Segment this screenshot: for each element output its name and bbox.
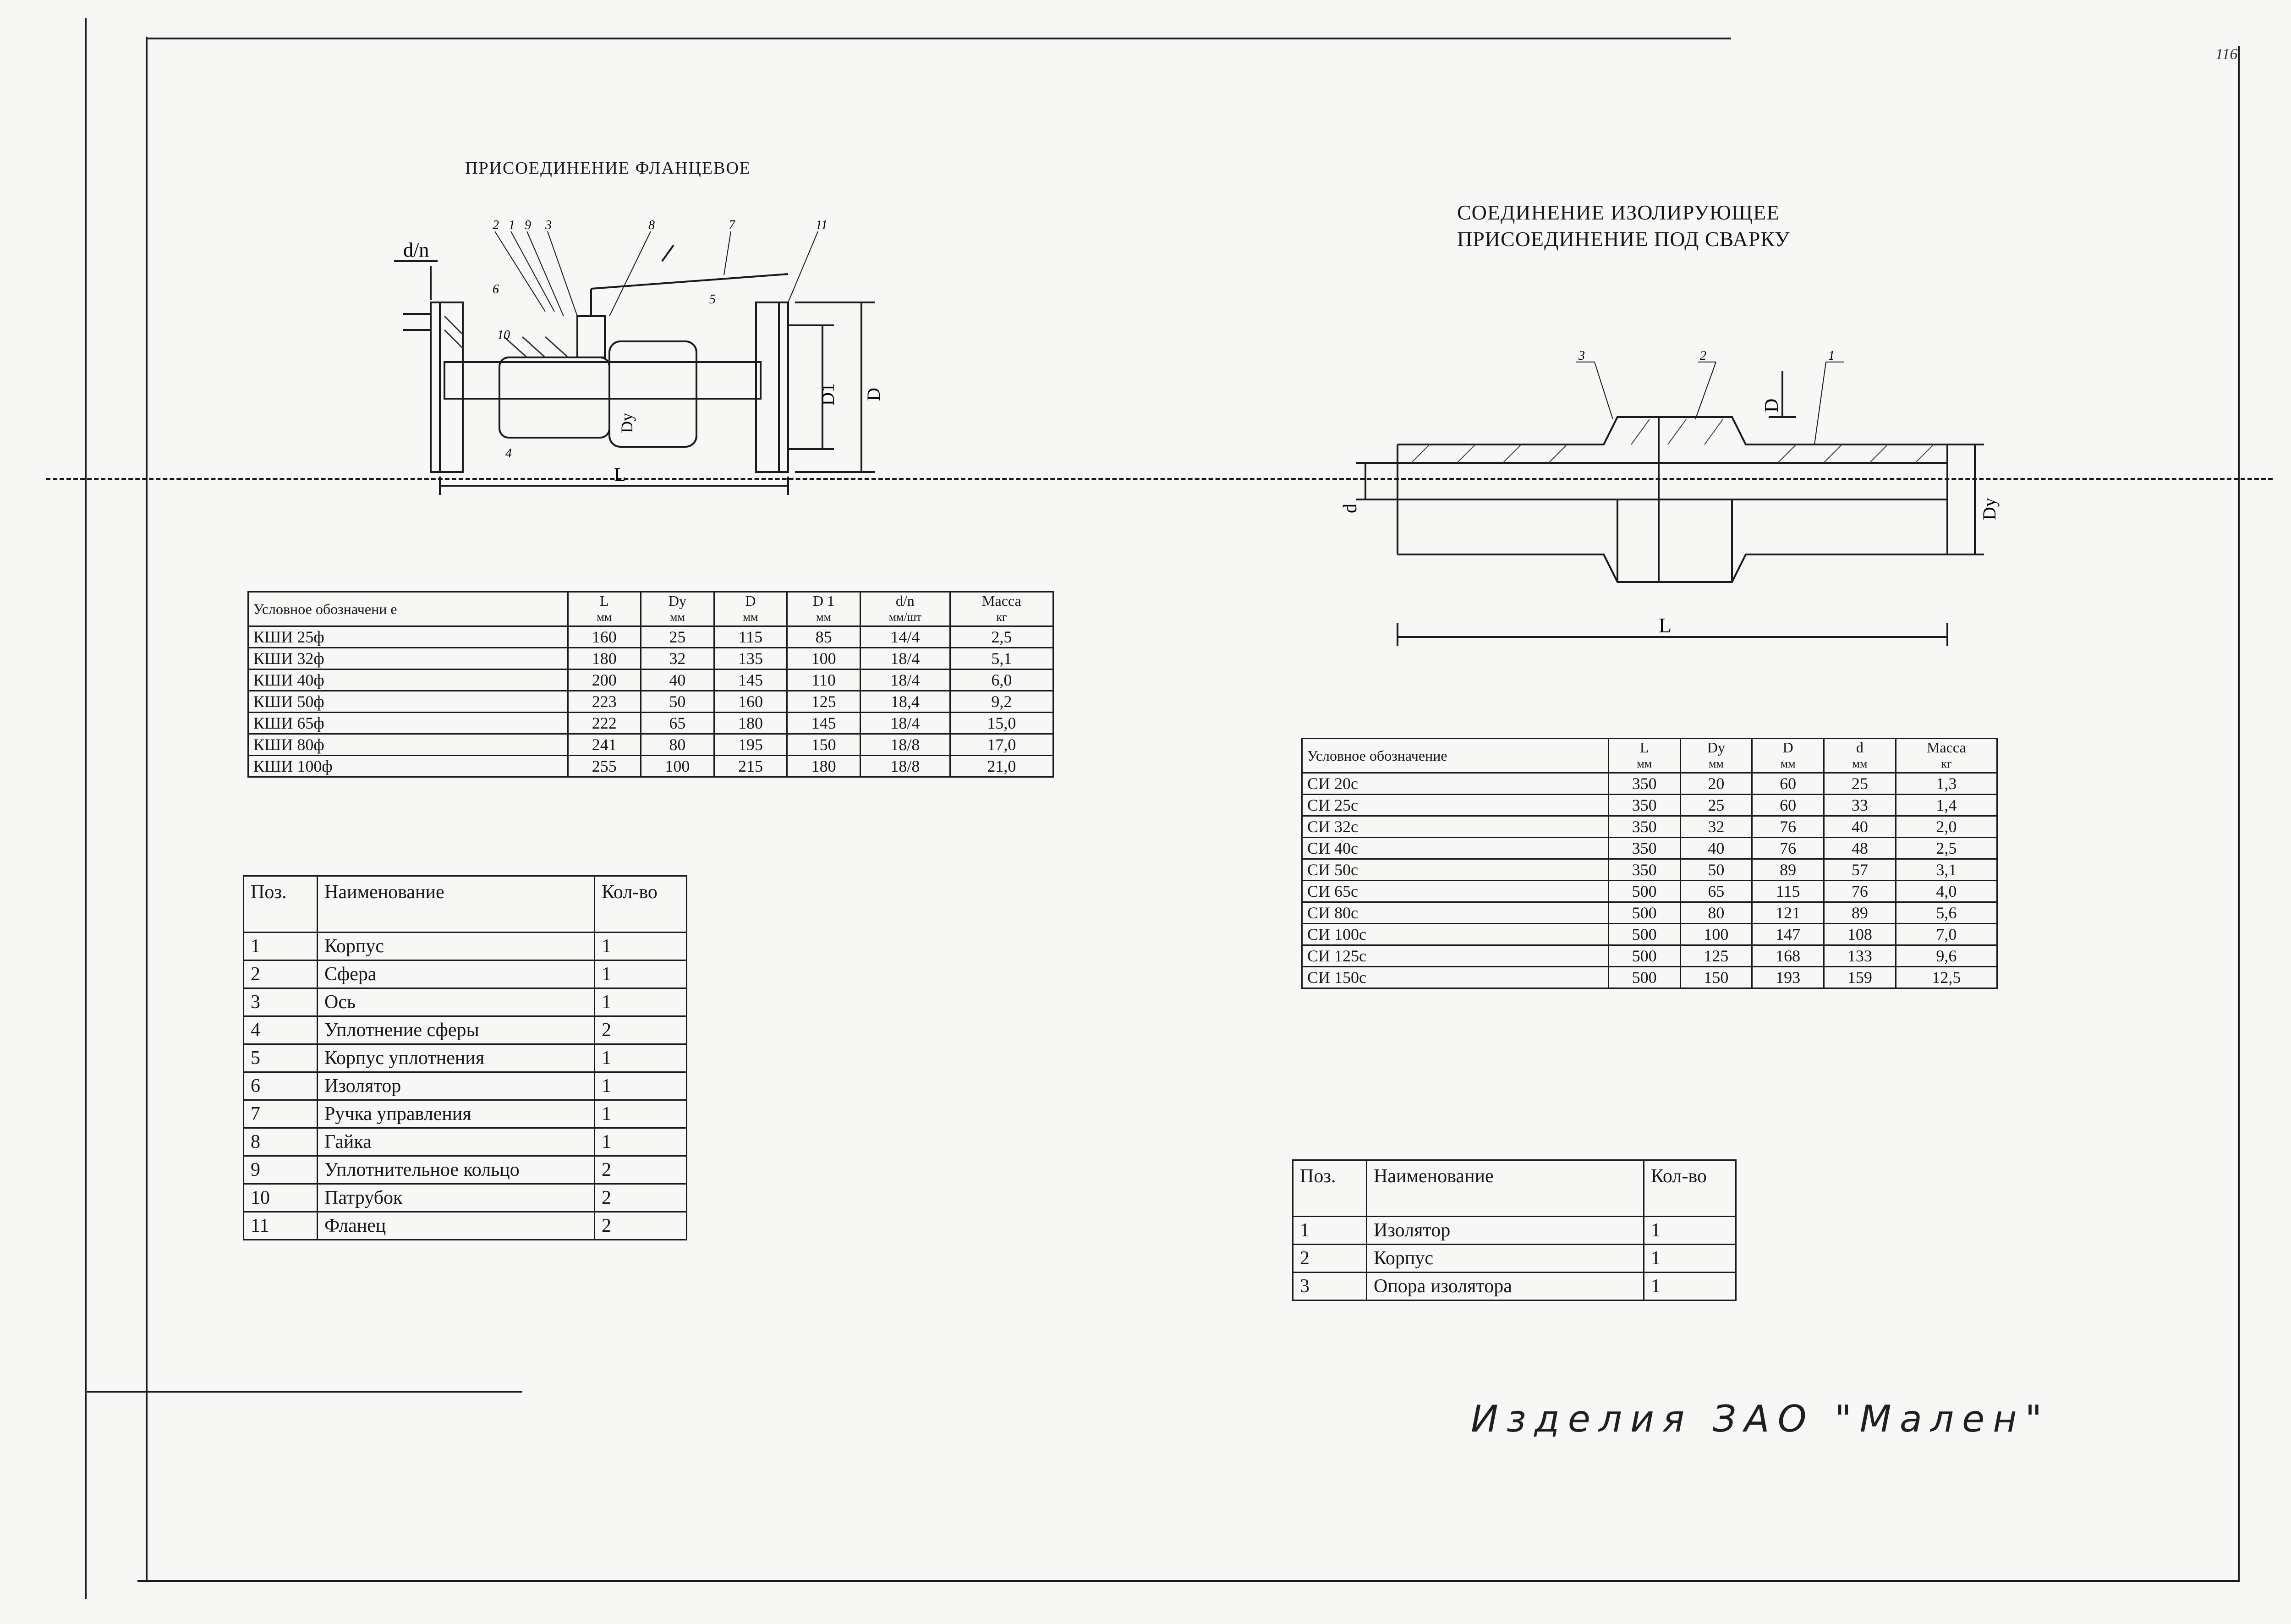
flange-title: ПРИСОЕДИНЕНИЕ ФЛАНЦЕВОЕ bbox=[465, 159, 751, 178]
table-cell: 1 bbox=[1644, 1273, 1736, 1300]
table-cell: 223 bbox=[568, 691, 641, 713]
table-cell: 147 bbox=[1752, 924, 1824, 945]
table-row bbox=[248, 734, 1053, 756]
header-unit: мм bbox=[1780, 757, 1796, 770]
table-cell: Изолятор bbox=[1367, 1217, 1644, 1245]
row-designation-cell: СИ 40с bbox=[1302, 838, 1609, 859]
outer-left-border bbox=[85, 18, 87, 1599]
table-cell: 1 bbox=[595, 988, 687, 1016]
header-unit: кг bbox=[996, 610, 1007, 624]
table-cell: 85 bbox=[787, 626, 860, 648]
flange-spec-header-dy bbox=[641, 592, 714, 626]
table-cell: 50 bbox=[1680, 859, 1752, 881]
table-cell: 33 bbox=[1824, 795, 1896, 816]
row-designation-cell: 6 bbox=[244, 1072, 318, 1100]
weld-parts-header-row bbox=[1293, 1160, 1736, 1217]
flange-callout-10: 10 bbox=[497, 328, 510, 342]
table-cell: 1 bbox=[595, 1100, 687, 1128]
table-cell: 89 bbox=[1824, 902, 1896, 924]
table-row bbox=[1293, 1217, 1736, 1245]
row-designation-cell: КШИ 50ф bbox=[248, 691, 568, 713]
table-row bbox=[244, 1044, 687, 1072]
table-cell: 145 bbox=[787, 713, 860, 734]
table-cell: 195 bbox=[714, 734, 787, 756]
table-cell: 168 bbox=[1752, 945, 1824, 967]
row-designation-cell: 3 bbox=[244, 988, 318, 1016]
table-cell: 100 bbox=[787, 648, 860, 669]
header-label: L bbox=[600, 593, 609, 609]
table-row bbox=[244, 1072, 687, 1100]
table-cell: 89 bbox=[1752, 859, 1824, 881]
flange-callout-6: 6 bbox=[493, 282, 499, 296]
table-row bbox=[1302, 816, 1997, 838]
row-designation-cell: КШИ 40ф bbox=[248, 669, 568, 691]
weld-parts-body bbox=[1293, 1217, 1736, 1300]
flange-callout-8: 8 bbox=[648, 218, 655, 232]
weld-title bbox=[1457, 199, 1790, 252]
table-cell: 222 bbox=[568, 713, 641, 734]
table-cell: 25 bbox=[1680, 795, 1752, 816]
weld-spec-header-dy bbox=[1680, 739, 1752, 773]
row-designation-cell: 1 bbox=[1293, 1217, 1367, 1245]
table-cell: 65 bbox=[1680, 881, 1752, 902]
row-designation-cell: СИ 125с bbox=[1302, 945, 1609, 967]
frame-bottom-border bbox=[137, 1580, 2240, 1582]
table-cell: 76 bbox=[1824, 881, 1896, 902]
weld-spec-header-d bbox=[1752, 739, 1824, 773]
table-cell: Патрубок bbox=[318, 1184, 595, 1212]
table-cell: 60 bbox=[1752, 795, 1824, 816]
table-cell: 5,1 bbox=[950, 648, 1053, 669]
table-row bbox=[1302, 967, 1997, 988]
table-cell: 133 bbox=[1824, 945, 1896, 967]
table-row bbox=[244, 1212, 687, 1240]
table-row bbox=[1302, 945, 1997, 967]
flange-spec-header-l bbox=[568, 592, 641, 626]
table-row bbox=[244, 1100, 687, 1128]
table-cell: 145 bbox=[714, 669, 787, 691]
flange-callout-2: 2 bbox=[493, 218, 499, 232]
flange-callout-11: 11 bbox=[816, 218, 828, 232]
flange-spec-header-row bbox=[248, 592, 1053, 626]
row-designation-cell: СИ 100с bbox=[1302, 924, 1609, 945]
table-cell: 32 bbox=[641, 648, 714, 669]
header-label: d/n bbox=[895, 593, 915, 609]
table-row bbox=[244, 1128, 687, 1156]
table-cell: 2 bbox=[595, 1212, 687, 1240]
table-cell: Изолятор bbox=[318, 1072, 595, 1100]
header-unit: мм bbox=[597, 610, 612, 624]
table-row bbox=[1302, 924, 1997, 945]
flange-spec-header-dn bbox=[860, 592, 950, 626]
table-row bbox=[244, 1184, 687, 1212]
table-cell: 15,0 bbox=[950, 713, 1053, 734]
table-cell: 12,5 bbox=[1896, 967, 1997, 988]
weld-spec-header-d-small bbox=[1824, 739, 1896, 773]
flange-spec-header-designation bbox=[248, 592, 568, 626]
table-cell: 160 bbox=[714, 691, 787, 713]
table-cell: 150 bbox=[1680, 967, 1752, 988]
header-label: D bbox=[745, 593, 756, 609]
table-cell: 135 bbox=[714, 648, 787, 669]
row-designation-cell: 11 bbox=[244, 1212, 318, 1240]
table-cell: 115 bbox=[714, 626, 787, 648]
table-cell: 2,5 bbox=[950, 626, 1053, 648]
table-row bbox=[1302, 859, 1997, 881]
row-designation-cell: 7 bbox=[244, 1100, 318, 1128]
table-cell: 150 bbox=[787, 734, 860, 756]
frame-right-border bbox=[2238, 46, 2240, 1581]
table-row bbox=[1293, 1273, 1736, 1300]
header-label: Масса bbox=[982, 593, 1021, 609]
table-cell: 40 bbox=[641, 669, 714, 691]
table-cell: 80 bbox=[641, 734, 714, 756]
table-cell: 1,4 bbox=[1896, 795, 1997, 816]
row-designation-cell: СИ 50с bbox=[1302, 859, 1609, 881]
weld-spec-table bbox=[1301, 738, 1998, 989]
header-label: Условное обозначени е bbox=[253, 601, 397, 617]
flange-parts-body bbox=[244, 933, 687, 1240]
frame-left-border bbox=[146, 37, 148, 1581]
table-cell: 18/8 bbox=[860, 756, 950, 777]
table-row bbox=[248, 691, 1053, 713]
header-unit: мм bbox=[1852, 757, 1868, 770]
table-row bbox=[1302, 902, 1997, 924]
table-cell: 180 bbox=[568, 648, 641, 669]
table-cell: 14/4 bbox=[860, 626, 950, 648]
table-cell: 3,1 bbox=[1896, 859, 1997, 881]
table-cell: 50 bbox=[641, 691, 714, 713]
table-row bbox=[248, 756, 1053, 777]
table-cell: 200 bbox=[568, 669, 641, 691]
row-designation-cell: СИ 150с bbox=[1302, 967, 1609, 988]
table-cell: 159 bbox=[1824, 967, 1896, 988]
table-cell: 100 bbox=[1680, 924, 1752, 945]
parts-header-qty: Кол-во bbox=[595, 876, 687, 933]
row-designation-cell: СИ 65с bbox=[1302, 881, 1609, 902]
weld-l-label: L bbox=[1659, 614, 1672, 637]
table-cell: 255 bbox=[568, 756, 641, 777]
header-label: L bbox=[1639, 739, 1649, 756]
flange-callout-3: 3 bbox=[545, 218, 552, 232]
table-row bbox=[248, 648, 1053, 669]
header-label: Dy bbox=[1707, 739, 1725, 756]
weld-d-label: D bbox=[1761, 398, 1782, 412]
row-designation-cell: 2 bbox=[244, 960, 318, 988]
table-cell: 350 bbox=[1608, 773, 1680, 795]
table-cell: 40 bbox=[1824, 816, 1896, 838]
header-unit: мм bbox=[816, 610, 832, 624]
table-cell: 76 bbox=[1752, 838, 1824, 859]
flange-callout-4: 4 bbox=[505, 446, 512, 461]
table-cell: Корпус bbox=[1367, 1245, 1644, 1273]
parts-header-pos: Поз. bbox=[1293, 1160, 1367, 1217]
weld-callout-2: 2 bbox=[1700, 349, 1706, 363]
table-cell: 5,6 bbox=[1896, 902, 1997, 924]
header-unit: мм bbox=[1708, 757, 1724, 770]
row-designation-cell: 10 bbox=[244, 1184, 318, 1212]
row-designation-cell: 3 bbox=[1293, 1273, 1367, 1300]
table-row bbox=[244, 988, 687, 1016]
parts-header-qty: Кол-во bbox=[1644, 1160, 1736, 1217]
flange-d1-label: D1 bbox=[817, 383, 838, 406]
page-number: 116 bbox=[2215, 46, 2238, 63]
row-designation-cell: СИ 25с bbox=[1302, 795, 1609, 816]
flange-l-label: L bbox=[614, 465, 626, 486]
flange-valve-drawing bbox=[394, 220, 930, 513]
table-cell: 2,5 bbox=[1896, 838, 1997, 859]
weld-dy-label: Dy bbox=[1979, 498, 2000, 520]
flange-spec-body bbox=[248, 626, 1053, 777]
table-cell: 1 bbox=[595, 960, 687, 988]
header-label: d bbox=[1856, 739, 1863, 756]
row-designation-cell: КШИ 100ф bbox=[248, 756, 568, 777]
row-designation-cell: 4 bbox=[244, 1016, 318, 1044]
flange-dn-label: d/n bbox=[403, 239, 429, 261]
table-cell: 1 bbox=[1644, 1217, 1736, 1245]
table-cell: 18/4 bbox=[860, 669, 950, 691]
table-cell: 40 bbox=[1680, 838, 1752, 859]
weld-parts-table bbox=[1292, 1159, 1737, 1301]
table-cell: 80 bbox=[1680, 902, 1752, 924]
footer-handwritten-note: Изделия ЗАО "Мален" bbox=[1471, 1398, 2050, 1440]
table-cell: 2,0 bbox=[1896, 816, 1997, 838]
flange-spec-table bbox=[247, 591, 1054, 778]
header-label: Условное обозначение bbox=[1307, 747, 1447, 764]
table-cell: 1 bbox=[595, 933, 687, 960]
table-cell: 9,6 bbox=[1896, 945, 1997, 967]
row-designation-cell: СИ 80с bbox=[1302, 902, 1609, 924]
table-cell: Ручка управления bbox=[318, 1100, 595, 1128]
table-row bbox=[248, 626, 1053, 648]
table-cell: 4,0 bbox=[1896, 881, 1997, 902]
table-row bbox=[1302, 838, 1997, 859]
table-cell: 2 bbox=[595, 1184, 687, 1212]
table-cell: 108 bbox=[1824, 924, 1896, 945]
table-row bbox=[248, 713, 1053, 734]
table-cell: 241 bbox=[568, 734, 641, 756]
table-cell: 18/8 bbox=[860, 734, 950, 756]
frame-top-border bbox=[146, 38, 1731, 39]
table-row bbox=[1293, 1245, 1736, 1273]
row-designation-cell: 8 bbox=[244, 1128, 318, 1156]
flange-dy-label: Dy bbox=[618, 413, 636, 433]
table-cell: 76 bbox=[1752, 816, 1824, 838]
table-cell: 18/4 bbox=[860, 713, 950, 734]
flange-spec-header-d1 bbox=[787, 592, 860, 626]
table-cell: 6,0 bbox=[950, 669, 1053, 691]
table-cell: 2 bbox=[595, 1156, 687, 1184]
table-cell: Сфера bbox=[318, 960, 595, 988]
table-row bbox=[1302, 795, 1997, 816]
table-cell: 180 bbox=[714, 713, 787, 734]
row-designation-cell: СИ 32с bbox=[1302, 816, 1609, 838]
weld-callout-1: 1 bbox=[1828, 349, 1835, 363]
header-label: D 1 bbox=[813, 593, 835, 609]
table-cell: 500 bbox=[1608, 945, 1680, 967]
header-unit: кг bbox=[1941, 757, 1952, 770]
table-cell: Уплотнительное кольцо bbox=[318, 1156, 595, 1184]
table-cell: 1 bbox=[1644, 1245, 1736, 1273]
table-cell: 18/4 bbox=[860, 648, 950, 669]
table-cell: 1 bbox=[595, 1128, 687, 1156]
table-cell: 48 bbox=[1824, 838, 1896, 859]
weld-spec-header-l bbox=[1608, 739, 1680, 773]
table-cell: 57 bbox=[1824, 859, 1896, 881]
table-cell: 350 bbox=[1608, 859, 1680, 881]
flange-callout-9: 9 bbox=[525, 218, 531, 232]
table-cell: Уплотнение сферы bbox=[318, 1016, 595, 1044]
table-cell: 9,2 bbox=[950, 691, 1053, 713]
flange-parts-table bbox=[243, 875, 687, 1240]
parts-header-name: Наименование bbox=[318, 876, 595, 933]
table-cell: 65 bbox=[641, 713, 714, 734]
header-unit: мм bbox=[743, 610, 758, 624]
flange-spec-header-d bbox=[714, 592, 787, 626]
row-designation-cell: СИ 20с bbox=[1302, 773, 1609, 795]
table-cell: 2 bbox=[595, 1016, 687, 1044]
row-designation-cell: КШИ 25ф bbox=[248, 626, 568, 648]
table-cell: 215 bbox=[714, 756, 787, 777]
table-cell: 110 bbox=[787, 669, 860, 691]
table-cell: 350 bbox=[1608, 795, 1680, 816]
row-designation-cell: КШИ 80ф bbox=[248, 734, 568, 756]
header-unit: мм bbox=[1637, 757, 1652, 770]
table-cell: Корпус bbox=[318, 933, 595, 960]
table-cell: 20 bbox=[1680, 773, 1752, 795]
table-row bbox=[244, 933, 687, 960]
flange-spec-header-mass bbox=[950, 592, 1053, 626]
weld-spec-header-row bbox=[1302, 739, 1997, 773]
table-row bbox=[1302, 881, 1997, 902]
table-cell: Опора изолятора bbox=[1367, 1273, 1644, 1300]
table-cell: 121 bbox=[1752, 902, 1824, 924]
weld-callout-3: 3 bbox=[1578, 349, 1585, 363]
table-cell: 60 bbox=[1752, 773, 1824, 795]
table-cell: 21,0 bbox=[950, 756, 1053, 777]
table-cell: 500 bbox=[1608, 881, 1680, 902]
table-row bbox=[248, 669, 1053, 691]
table-cell: 500 bbox=[1608, 924, 1680, 945]
parts-header-pos: Поз. bbox=[244, 876, 318, 933]
table-row bbox=[244, 960, 687, 988]
table-cell: 115 bbox=[1752, 881, 1824, 902]
header-label: Масса bbox=[1927, 739, 1966, 756]
row-designation-cell: 2 bbox=[1293, 1245, 1367, 1273]
flange-parts-header-row bbox=[244, 876, 687, 933]
row-designation-cell: 5 bbox=[244, 1044, 318, 1072]
header-label: Dy bbox=[668, 593, 686, 609]
frame-stub-line bbox=[87, 1391, 522, 1393]
table-cell: 160 bbox=[568, 626, 641, 648]
table-cell: 25 bbox=[641, 626, 714, 648]
table-cell: 500 bbox=[1608, 967, 1680, 988]
table-cell: 18,4 bbox=[860, 691, 950, 713]
row-designation-cell: 9 bbox=[244, 1156, 318, 1184]
row-designation-cell: КШИ 65ф bbox=[248, 713, 568, 734]
table-cell: 17,0 bbox=[950, 734, 1053, 756]
table-cell: 193 bbox=[1752, 967, 1824, 988]
table-cell: 7,0 bbox=[1896, 924, 1997, 945]
parts-header-name: Наименование bbox=[1367, 1160, 1644, 1217]
table-cell: 1 bbox=[595, 1044, 687, 1072]
table-cell: 125 bbox=[1680, 945, 1752, 967]
weld-spec-body bbox=[1302, 773, 1997, 988]
table-cell: Фланец bbox=[318, 1212, 595, 1240]
row-designation-cell: КШИ 32ф bbox=[248, 648, 568, 669]
flange-d-label: D bbox=[863, 388, 884, 401]
header-label: D bbox=[1782, 739, 1793, 756]
table-cell: 32 bbox=[1680, 816, 1752, 838]
table-cell: Ось bbox=[318, 988, 595, 1016]
table-row bbox=[1302, 773, 1997, 795]
table-cell: 100 bbox=[641, 756, 714, 777]
weld-title-line2: ПРИСОЕДИНЕНИЕ ПОД СВАРКУ bbox=[1457, 227, 1790, 251]
header-unit: мм bbox=[669, 610, 685, 624]
row-designation-cell: 1 bbox=[244, 933, 318, 960]
table-cell: 1 bbox=[595, 1072, 687, 1100]
table-cell: 125 bbox=[787, 691, 860, 713]
table-cell: 25 bbox=[1824, 773, 1896, 795]
weld-spec-header-designation bbox=[1302, 739, 1609, 773]
weld-d-small-label: d bbox=[1340, 504, 1361, 513]
weld-spec-header-mass bbox=[1896, 739, 1997, 773]
flange-callout-7: 7 bbox=[729, 218, 735, 232]
table-row bbox=[244, 1156, 687, 1184]
table-cell: 350 bbox=[1608, 816, 1680, 838]
table-cell: 500 bbox=[1608, 902, 1680, 924]
weld-title-line1: СОЕДИНЕНИЕ ИЗОЛИРУЮЩЕЕ bbox=[1457, 201, 1780, 224]
header-unit: мм/шт bbox=[888, 610, 922, 624]
table-cell: 1,3 bbox=[1896, 773, 1997, 795]
table-cell: 180 bbox=[787, 756, 860, 777]
flange-callout-5: 5 bbox=[709, 292, 716, 307]
table-row bbox=[244, 1016, 687, 1044]
table-cell: Гайка bbox=[318, 1128, 595, 1156]
table-cell: Корпус уплотнения bbox=[318, 1044, 595, 1072]
flange-callout-1: 1 bbox=[509, 218, 515, 232]
table-cell: 350 bbox=[1608, 838, 1680, 859]
weld-insulating-joint-drawing bbox=[1320, 339, 2016, 660]
